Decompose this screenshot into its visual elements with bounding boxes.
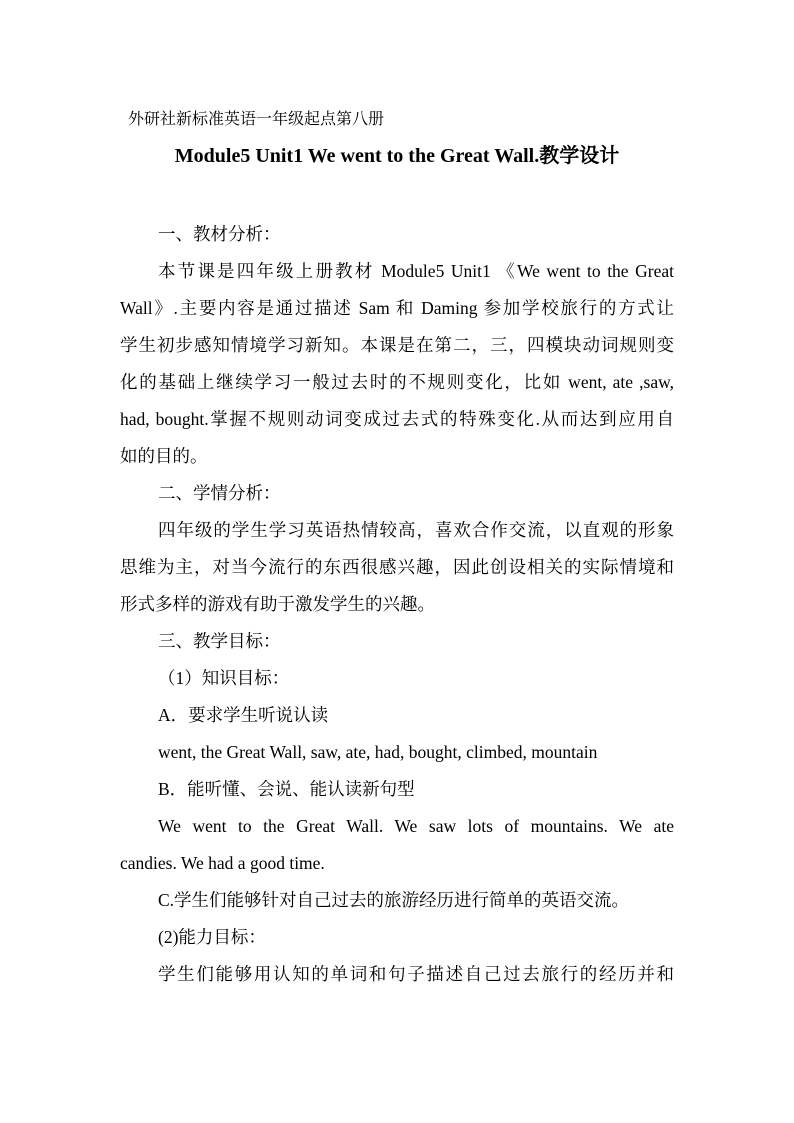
document-title: Module5 Unit1 We went to the Great Wall.教学设计 bbox=[174, 145, 620, 167]
paragraph-line: 如的目的。 bbox=[120, 446, 208, 466]
vocabulary-line: went, the Great Wall, saw, ate, had, bought, climbed, mountain bbox=[158, 742, 598, 762]
subheading-ability-objectives: (2)能力目标： bbox=[158, 927, 266, 947]
list-item-c: C.学生们能够针对自己过去的旅游经历进行简单的英语交流。 bbox=[158, 890, 630, 910]
list-item-b: B．能听懂、会说、能认读新句型 bbox=[158, 779, 415, 799]
paragraph-line: 思维为主，对当今流行的东西很感兴趣，因此创设相关的实际情境和 bbox=[120, 557, 674, 577]
sentence-pattern-line: We went to the Great Wall. We saw lots of mountains. We ate bbox=[158, 816, 674, 836]
paragraph-line: 四年级的学生学习英语热情较高，喜欢合作交流，以直观的形象 bbox=[158, 520, 674, 540]
paragraph-line: had, bought.掌握不规则动词变成过去式的特殊变化.从而达到应用自 bbox=[120, 409, 674, 429]
subheading-knowledge-objectives: （1）知识目标： bbox=[158, 668, 290, 688]
document-subtitle: 外研社新标准英语一年级起点第八册 bbox=[128, 111, 385, 128]
list-item-a: A．要求学生听说认读 bbox=[158, 705, 329, 725]
sentence-pattern-line: candies. We had a good time. bbox=[120, 853, 325, 873]
paragraph-line: 学生们能够用认知的单词和句子描述自己过去旅行的经历并和 bbox=[158, 964, 674, 984]
paragraph-line: Wall》.主要内容是通过描述 Sam 和 Daming 参加学校旅行的方式让 bbox=[120, 298, 674, 318]
paragraph-line: 化的基础上继续学习一般过去时的不规则变化，比如 went, ate ,saw, bbox=[120, 372, 674, 392]
section-heading-textbook-analysis: 一、教材分析： bbox=[158, 224, 281, 244]
paragraph-line: 本节课是四年级上册教材 Module5 Unit1 《We went to the Great bbox=[158, 261, 674, 281]
section-heading-learner-analysis: 二、学情分析： bbox=[158, 483, 281, 503]
section-heading-teaching-objectives: 三、教学目标： bbox=[158, 631, 281, 651]
paragraph-line: 形式多样的游戏有助于激发学生的兴趣。 bbox=[120, 594, 435, 614]
paragraph-line: 学生初步感知情境学习新知。本课是在第二，三，四模块动词规则变 bbox=[120, 335, 674, 355]
